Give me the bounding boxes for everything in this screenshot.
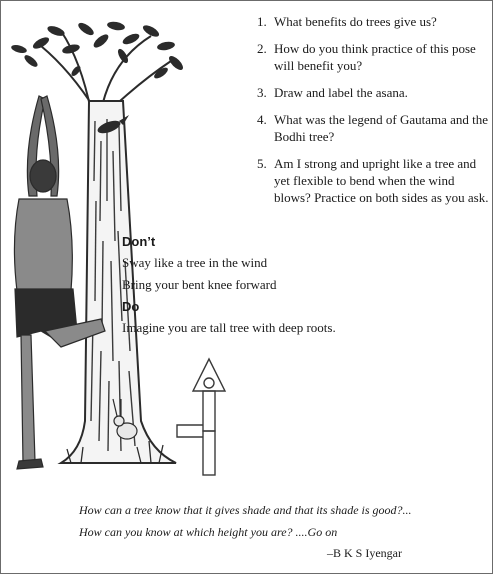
quote-line: How can you know at which height you are? ....Go on — [79, 525, 338, 539]
dont-item: Bring your bent knee forward — [122, 277, 277, 292]
question-item — [257, 13, 493, 30]
question-item — [257, 111, 493, 145]
question-item — [257, 40, 493, 74]
question-text: What benefits do trees give us? — [274, 14, 437, 29]
question-item — [257, 155, 493, 206]
dont-item: Sway like a tree in the wind — [122, 255, 268, 270]
question-number: 3. — [257, 85, 267, 100]
question-list — [257, 13, 493, 216]
asana-sketch — [169, 353, 233, 483]
do-heading: Do — [122, 299, 140, 314]
question-number: 1. — [257, 14, 267, 29]
do-dont-section — [122, 234, 362, 342]
quote-block — [79, 503, 459, 547]
do-item: Imagine you are tall tree with deep roots. — [122, 320, 336, 335]
question-text: Am I strong and upright like a tree and yet flexible to bend when the wind blows? Practice on both sides as you ask. — [274, 156, 489, 205]
quote-author: –B K S Iyengar — [327, 546, 402, 560]
question-text: Draw and label the asana. — [274, 85, 408, 100]
question-number: 5. — [257, 156, 267, 171]
question-number: 4. — [257, 112, 267, 127]
question-item — [257, 84, 493, 101]
question-text: What was the legend of Gautama and the Bodhi tree? — [274, 112, 489, 144]
dont-heading: Don’t — [122, 234, 156, 249]
question-text: How do you think practice of this pose will benefit you? — [274, 41, 476, 73]
question-number: 2. — [257, 41, 267, 56]
stick-figure-diagram — [169, 353, 233, 483]
quote-line: How can a tree know that it gives shade and that its shade is good?... — [79, 503, 412, 517]
